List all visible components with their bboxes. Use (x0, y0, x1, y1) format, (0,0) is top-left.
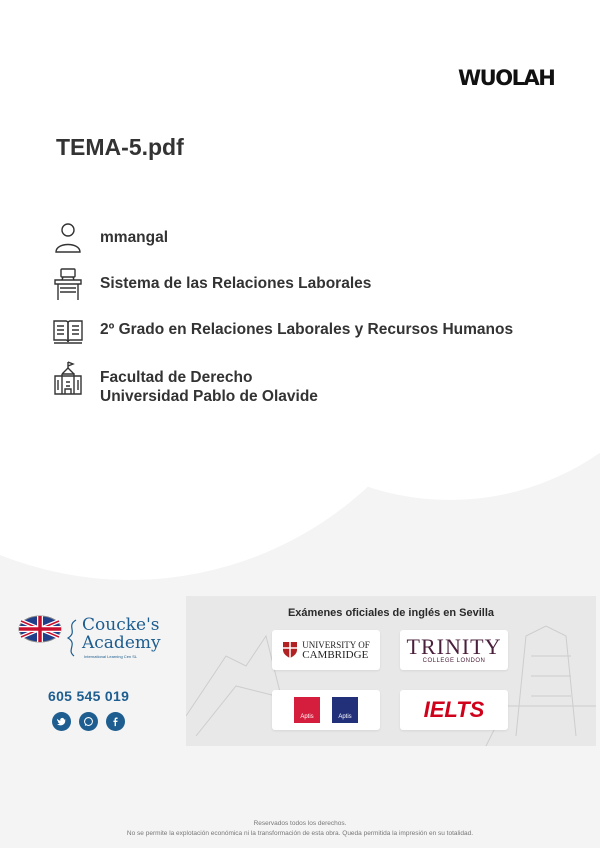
faculty-name[interactable]: Facultad de Derecho (100, 369, 253, 386)
wuolah-logo[interactable]: WUOLAH (458, 66, 555, 90)
whatsapp-icon[interactable] (79, 712, 98, 731)
aptis-card[interactable] (272, 690, 380, 730)
twitter-icon[interactable] (52, 712, 71, 731)
swirl-icon (64, 618, 80, 658)
facebook-icon[interactable] (106, 712, 125, 731)
academy-phone[interactable]: 605 545 019 (48, 688, 130, 704)
aptis-badge-red: Aptis (294, 697, 320, 723)
document-title: TEMA-5.pdf (56, 134, 184, 160)
ad-headline: Exámenes oficiales de inglés en Sevilla (287, 607, 495, 619)
cambridge-line2: CAMBRIDGE (302, 649, 369, 661)
cambridge-line1: UNIVERSITY OF (302, 640, 370, 650)
ielts-card[interactable] (400, 690, 508, 730)
copyright-footer (0, 819, 600, 839)
aptis-badge-blue: Aptis (332, 697, 358, 723)
academy-name (82, 616, 161, 652)
university-name[interactable]: Universidad Pablo de Olavide (100, 388, 318, 405)
trinity-logo (407, 636, 502, 664)
trinity-title: TRINITY (406, 634, 502, 659)
user-name[interactable]: mmangal (100, 229, 169, 246)
academy-name-line1: Coucke's (82, 615, 160, 635)
degree-name[interactable]: 2º Grado en Relaciones Laborales y Recursos Humanos (100, 321, 514, 338)
subject-name[interactable]: Sistema de las Relaciones Laborales (100, 275, 372, 292)
cambridge-crest-icon (282, 641, 298, 659)
footer-license: No se permite la explotación económica ni la transformación de esta obra. Queda permitida la impresión en su totalidad. (126, 830, 474, 837)
user-row (52, 220, 168, 256)
footer-rights: Reservados todos los derechos. (253, 820, 347, 827)
degree-row (52, 312, 513, 348)
ielts-logo: IELTS (423, 697, 485, 722)
subject-row (52, 266, 371, 302)
academy-name-line2: Academy (82, 633, 161, 653)
university-building-icon (52, 360, 84, 396)
trinity-card[interactable] (400, 630, 508, 670)
academy-tagline: International Learning Cen SL (84, 654, 138, 659)
school-desk-icon (52, 266, 84, 302)
open-book-icon (52, 312, 84, 348)
english-exams-ad[interactable] (186, 596, 596, 746)
trinity-subtitle: COLLEGE LONDON (422, 658, 486, 664)
person-icon (52, 220, 84, 256)
coucke-academy-ad[interactable] (0, 596, 186, 746)
faculty-university (100, 360, 318, 406)
faculty-row (52, 360, 318, 406)
cambridge-logo-text (302, 640, 369, 660)
social-links (52, 712, 125, 731)
uk-flag-icon (18, 615, 62, 643)
cambridge-card[interactable] (272, 630, 380, 670)
